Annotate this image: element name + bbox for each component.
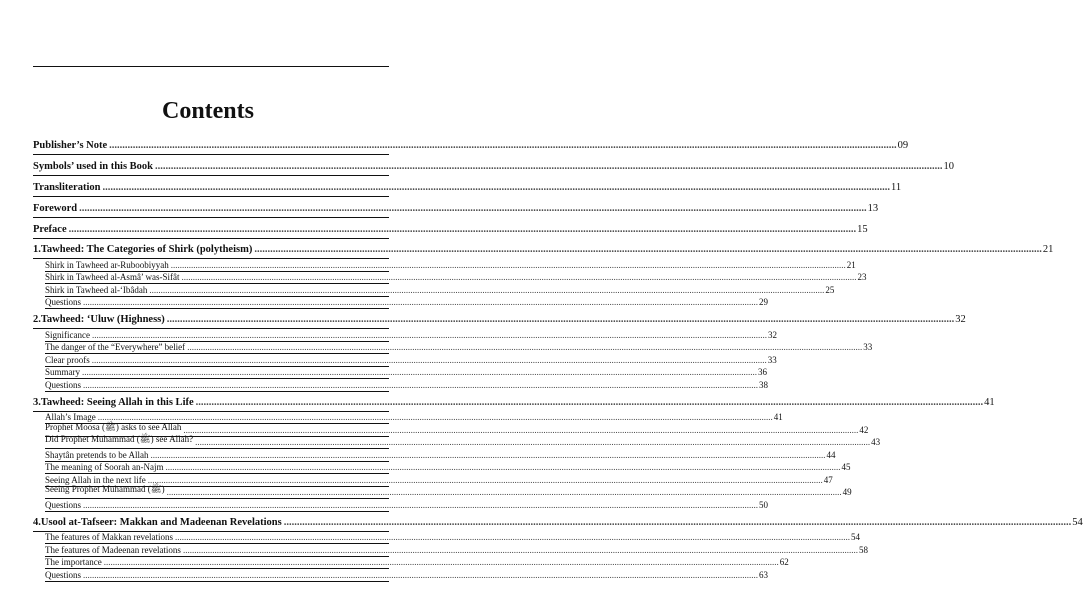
page-number: 25 bbox=[825, 284, 835, 295]
section-number: 4. bbox=[33, 516, 41, 528]
toc-front-entry bbox=[33, 218, 868, 239]
toc-sub-entry-label: Shirk in Tawheed al-Asmâ’ was-Sifât bbox=[45, 272, 180, 282]
dot-leader: ............................................................................................................................................................................................................................................................................................................ bbox=[183, 424, 859, 435]
toc-sub-entry-label: Seeing Prophet Muhammad (ﷺ) bbox=[45, 484, 165, 494]
page-number: 49 bbox=[842, 487, 852, 497]
toc-sub-entry-label: Did Prophet Muhammad (ﷺ) see Allah? bbox=[45, 434, 194, 444]
toc-sub-entry bbox=[45, 499, 768, 512]
toc-sub-entry-label: The danger of the “Everywhere” belief bbox=[45, 342, 186, 352]
page-number: 33 bbox=[863, 342, 873, 352]
dot-leader: ............................................................................................................................................................................................................................................................................................................ bbox=[103, 557, 779, 567]
toc-sub-entry-label: Significance bbox=[45, 329, 90, 340]
toc-sub-entry-label: Summary bbox=[45, 367, 80, 377]
page-number: 38 bbox=[759, 379, 768, 390]
toc-sub-entry-label: Questions bbox=[45, 569, 81, 580]
page-title: Contents bbox=[161, 98, 254, 124]
dot-leader: ............................................................................................................................................................................................................................................................................................................ bbox=[83, 569, 758, 580]
toc-front-entry-label: Preface bbox=[33, 224, 67, 235]
dot-leader: ............................................................................................................................................................................................................................................................................................................ bbox=[150, 449, 826, 460]
dot-leader: ............................................................................................................................................................................................................................................................................................................ bbox=[174, 532, 850, 542]
toc-sub-entry bbox=[45, 557, 789, 570]
dot-leader: ............................................................................................................................................................................................................................................................................................................ bbox=[170, 259, 846, 270]
toc-front-entry-label: Foreword bbox=[33, 203, 78, 214]
dot-leader: ............................................................................................................................................................................................................................................................................................................ bbox=[155, 161, 943, 172]
page-number: 50 bbox=[759, 499, 768, 510]
section-number: 2. bbox=[33, 314, 41, 325]
page-number: 47 bbox=[823, 474, 833, 485]
page-number: 11 bbox=[890, 182, 902, 193]
table-of-contents bbox=[33, 134, 1083, 582]
toc-sub-entry-label: Prophet Moosa (ﷺ) asks to see Allah bbox=[45, 421, 182, 432]
toc-section-heading bbox=[33, 239, 1054, 259]
toc-section-heading-label: Usool at-Tafseer: Makkan and Madeenan Revelations bbox=[40, 516, 282, 528]
dot-leader: ............................................................................................................................................................................................................................................................................................................ bbox=[68, 224, 857, 235]
page-number: 62 bbox=[779, 557, 789, 567]
toc-sub-entry-label: The meaning of Soorah an-Najm bbox=[45, 462, 164, 472]
section-number: 3. bbox=[33, 396, 41, 408]
dot-leader: ............................................................................................................................................................................................................................................................................................................ bbox=[83, 499, 758, 510]
dot-leader: ............................................................................................................................................................................................................................................................................................................ bbox=[97, 412, 773, 422]
dot-leader: ............................................................................................................................................................................................................................................................................................................ bbox=[91, 329, 767, 340]
toc-section-heading-label: Tawheed: Seeing Allah in this Life bbox=[40, 396, 194, 408]
page-number: 21 bbox=[1042, 244, 1054, 255]
toc-sub-entry-label: Shirk in Tawheed ar-Ruboobiyyah bbox=[45, 259, 169, 270]
toc-section-heading bbox=[33, 309, 966, 329]
dot-leader: ............................................................................................................................................................................................................................................................................................................ bbox=[165, 462, 841, 472]
toc-sub-entry bbox=[45, 532, 860, 545]
section-number: 1. bbox=[33, 244, 41, 255]
dot-leader: ............................................................................................................................................................................................................................................................................................................ bbox=[82, 367, 757, 377]
toc-sub-entry bbox=[45, 434, 881, 450]
dot-leader: ............................................................................................................................................................................................................................................................................................................ bbox=[283, 516, 1072, 528]
toc-front-entry-label: Transliteration bbox=[33, 182, 101, 193]
toc-sub-entry-label: The importance bbox=[45, 557, 102, 567]
toc-front-entry bbox=[33, 134, 909, 155]
dot-leader: ............................................................................................................................................................................................................................................................................................................ bbox=[182, 544, 858, 555]
page-number: 36 bbox=[758, 367, 767, 377]
toc-sub-entry-label: Seeing Allah in the next life bbox=[45, 474, 146, 485]
dot-leader: ............................................................................................................................................................................................................................................................................................................ bbox=[79, 203, 867, 214]
page-number: 42 bbox=[859, 424, 869, 435]
page-number: 32 bbox=[767, 329, 777, 340]
toc-sub-entry bbox=[45, 284, 835, 297]
dot-leader: ............................................................................................................................................................................................................................................................................................................ bbox=[187, 342, 863, 352]
page-number: 58 bbox=[858, 544, 868, 555]
page-number: 21 bbox=[846, 259, 856, 270]
toc-sub-entry bbox=[45, 569, 768, 582]
toc-front-entry bbox=[33, 155, 955, 176]
dot-leader: ............................................................................................................................................................................................................................................................................................................ bbox=[83, 379, 758, 390]
page-number: 33 bbox=[767, 354, 777, 365]
page-number: 23 bbox=[857, 272, 867, 282]
page-number: 10 bbox=[943, 161, 955, 172]
page-number: 43 bbox=[871, 437, 881, 447]
dot-leader: ............................................................................................................................................................................................................................................................................................................ bbox=[254, 244, 1042, 255]
page-number: 32 bbox=[955, 314, 966, 325]
toc-front-entry-label: Symbols’ used in this Book bbox=[33, 161, 154, 172]
toc-sub-entry-label: Allah’s Image bbox=[45, 412, 96, 422]
dot-leader: ............................................................................................................................................................................................................................................................................................................ bbox=[147, 474, 823, 485]
toc-section-heading-label: Tawheed: The Categories of Shirk (polytheism) bbox=[40, 244, 253, 255]
toc-sub-entry bbox=[45, 544, 868, 557]
dot-leader: ............................................................................................................................................................................................................................................................................................................ bbox=[166, 487, 842, 497]
dot-leader: ............................................................................................................................................................................................................................................................................................................ bbox=[109, 140, 897, 151]
toc-sub-entry-label: Questions bbox=[45, 379, 81, 390]
page-number: 44 bbox=[826, 449, 836, 460]
toc-sub-entry-label: Shaytân pretends to be Allah bbox=[45, 449, 149, 460]
toc-sub-entry bbox=[45, 367, 767, 380]
toc-sub-entry-label: The features of Makkan revelations bbox=[45, 532, 173, 542]
toc-sub-entry bbox=[45, 449, 836, 462]
toc-front-entry bbox=[33, 197, 879, 218]
dot-leader: ............................................................................................................................................................................................................................................................................................................ bbox=[83, 297, 758, 307]
dot-leader: ............................................................................................................................................................................................................................................................................................................ bbox=[166, 314, 955, 325]
toc-sub-entry bbox=[45, 354, 777, 367]
toc-sub-entry bbox=[45, 342, 873, 355]
page-number: 29 bbox=[759, 297, 768, 307]
dot-leader: ............................................................................................................................................................................................................................................................................................................ bbox=[149, 284, 825, 295]
toc-sub-entry bbox=[45, 484, 852, 500]
top-rule bbox=[33, 66, 389, 67]
toc-section-heading bbox=[33, 512, 1083, 532]
toc-sub-entry-label: Questions bbox=[45, 499, 81, 510]
toc-sub-entry bbox=[45, 379, 768, 392]
toc-section-heading-label: Tawheed: ‘Uluw (Highness) bbox=[40, 314, 165, 325]
page-number: 54 bbox=[850, 532, 860, 542]
toc-section-heading bbox=[33, 392, 995, 412]
dot-leader: ............................................................................................................................................................................................................................................................................................................ bbox=[195, 437, 871, 447]
toc-front-entry-label: Publisher’s Note bbox=[33, 140, 108, 151]
page-number: 15 bbox=[857, 224, 868, 235]
dot-leader: ............................................................................................................................................................................................................................................................................................................ bbox=[195, 396, 984, 408]
toc-sub-entry-label: The features of Madeenan revelations bbox=[45, 544, 181, 555]
page-number: 09 bbox=[897, 140, 909, 151]
page-number: 41 bbox=[984, 396, 995, 408]
toc-sub-entry bbox=[45, 462, 851, 475]
toc-sub-entry bbox=[45, 329, 777, 342]
toc-sub-entry-label: Clear proofs bbox=[45, 354, 90, 365]
page-number: 54 bbox=[1072, 516, 1083, 528]
toc-sub-entry-label: Questions bbox=[45, 297, 81, 307]
page-number: 63 bbox=[759, 569, 768, 580]
toc-sub-entry bbox=[45, 259, 856, 272]
toc-front-entry bbox=[33, 176, 902, 197]
page-number: 13 bbox=[867, 203, 879, 214]
toc-sub-entry bbox=[45, 297, 768, 310]
dot-leader: ............................................................................................................................................................................................................................................................................................................ bbox=[102, 182, 890, 193]
dot-leader: ............................................................................................................................................................................................................................................................................................................ bbox=[181, 272, 857, 282]
page-number: 41 bbox=[773, 412, 783, 422]
dot-leader: ............................................................................................................................................................................................................................................................................................................ bbox=[91, 354, 767, 365]
toc-sub-entry-label: Shirk in Tawheed al-‘Ibâdah bbox=[45, 284, 148, 295]
page-number: 45 bbox=[841, 462, 851, 472]
toc-sub-entry bbox=[45, 272, 867, 285]
